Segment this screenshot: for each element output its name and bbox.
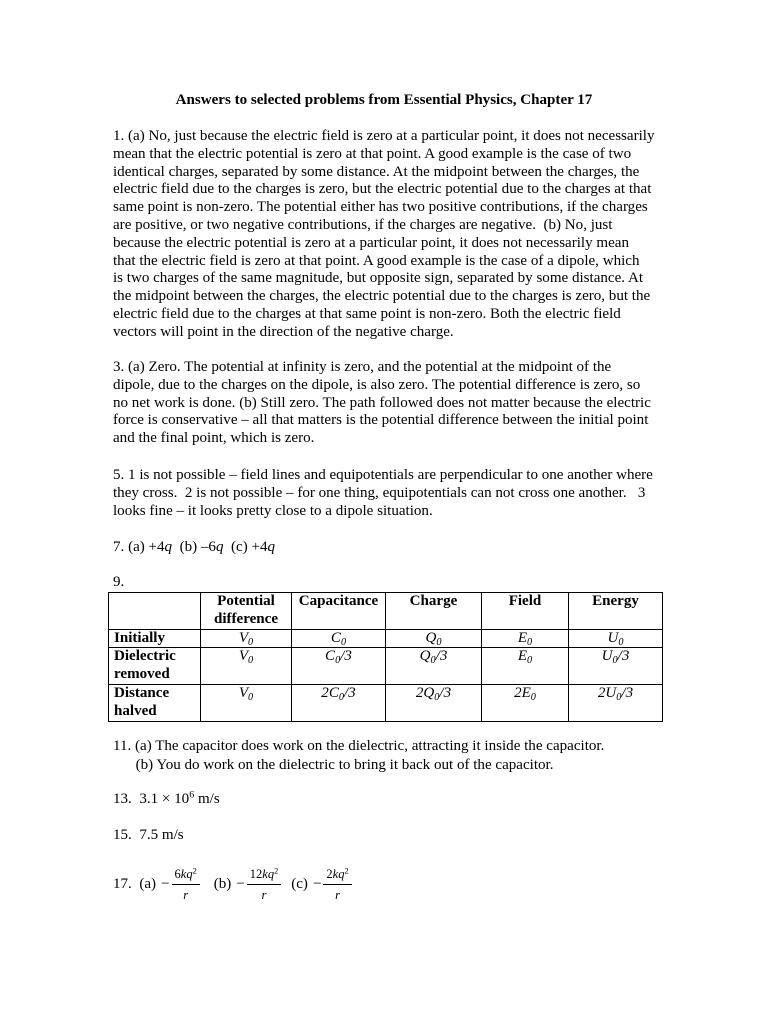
cell-initially-field xyxy=(482,629,569,648)
part-label: (a) xyxy=(139,875,157,892)
answer-line: dipole, due to the charges on the dipole, is also zero. The potential difference is zero, so xyxy=(113,376,641,393)
symbol: V xyxy=(238,629,249,646)
answer-13 xyxy=(113,791,661,809)
coefficient: 2 xyxy=(415,684,424,701)
exponent: 2 xyxy=(192,866,197,876)
fraction-suffix: /3 xyxy=(340,648,352,665)
answer-9 xyxy=(113,574,661,592)
cell-initially-charge xyxy=(386,629,482,648)
fraction-numerator xyxy=(247,867,281,885)
fraction-suffix: /3 xyxy=(435,648,448,665)
symbol: C xyxy=(325,648,336,665)
coefficient: 6 xyxy=(174,867,181,881)
cell-initially-energy xyxy=(569,629,663,648)
column-header-potential-difference: Potential difference xyxy=(201,593,292,630)
part-label: (c) xyxy=(291,875,308,892)
fraction-suffix: /3 xyxy=(439,684,452,701)
symbol: C xyxy=(328,684,339,701)
variables: kq xyxy=(180,867,193,881)
subscript: 0 xyxy=(618,636,624,648)
minus-sign: − xyxy=(312,875,322,892)
symbol: Q xyxy=(425,629,437,646)
charge-symbol: q xyxy=(267,539,276,555)
fraction xyxy=(323,867,351,902)
subscript: 0 xyxy=(527,636,533,648)
answer-11 xyxy=(113,737,661,774)
table-row-initially xyxy=(109,629,663,648)
row-label-initially: Initially xyxy=(109,629,201,648)
answer-line: no net work is done. (b) Still zero. The path followed does not matter because the electric xyxy=(113,394,651,411)
subscript: 0 xyxy=(335,655,341,667)
fraction-suffix: /3 xyxy=(343,684,356,701)
cell-distance-halved-potential xyxy=(201,684,292,721)
answer-number: 13. xyxy=(113,791,132,807)
table-corner-cell xyxy=(109,593,201,630)
cell-initially-capacitance xyxy=(292,629,386,648)
fraction-suffix: /3 xyxy=(617,648,630,665)
answer-line: electric field due to the charges at that same point is non-zero. Both the electric field xyxy=(113,305,621,322)
answer-7 xyxy=(113,539,661,557)
part-label: (c) xyxy=(231,539,248,555)
column-header-capacitance: Capacitance xyxy=(292,593,386,630)
charge-coefficient: –6 xyxy=(200,539,216,555)
cell-distance-halved-field xyxy=(482,684,569,721)
cell-dielectric-removed-potential xyxy=(201,648,292,685)
fraction-numerator xyxy=(172,867,200,885)
answer-line: 5. 1 is not possible – field lines and equipotentials are perpendicular to one another where xyxy=(113,467,653,483)
variables: kq xyxy=(332,867,345,881)
fraction-denominator: r xyxy=(183,888,189,902)
row-label-distance-halved: Distance halved xyxy=(109,684,201,721)
subscript: 0 xyxy=(436,636,442,648)
minus-sign: − xyxy=(236,875,245,892)
subscript: 0 xyxy=(248,655,254,667)
answer-line: and the final point, which is zero. xyxy=(113,430,315,447)
subscript: 0 xyxy=(248,636,254,648)
column-header-field: Field xyxy=(482,593,569,630)
minus-sign: − xyxy=(161,875,170,892)
symbol: V xyxy=(238,648,249,665)
answer-line: looks fine – it looks pretty close to a dipole situation. xyxy=(113,502,433,519)
subscript: 0 xyxy=(616,692,622,704)
answer-line: 3. (a) Zero. The potential at infinity is zero, and the potential at the midpoint of the xyxy=(113,359,612,375)
charge-coefficient: +4 xyxy=(251,539,268,555)
symbol: U xyxy=(605,684,617,701)
charge-symbol: q xyxy=(164,539,173,555)
exponent: 2 xyxy=(344,866,349,876)
answer-number: 15. xyxy=(113,827,132,843)
subscript: 0 xyxy=(338,692,344,704)
symbol: E xyxy=(517,629,528,646)
answer-17 xyxy=(113,867,352,902)
coefficient: 12 xyxy=(249,867,263,881)
capacitor-results-table xyxy=(108,592,663,722)
subscript: 0 xyxy=(530,692,536,704)
answer-line: identical charges, separated by some distance. At the midpoint between the charges, the xyxy=(113,163,640,180)
speed-value: 7.5 m/s xyxy=(139,827,184,843)
cell-initially-potential xyxy=(201,629,292,648)
table-row-dielectric-removed xyxy=(109,648,663,685)
part-label: (b) xyxy=(213,875,232,892)
column-header-energy: Energy xyxy=(569,593,663,630)
answer-number: 7. xyxy=(113,539,125,555)
subscript: 0 xyxy=(248,692,254,704)
answer-line: vectors will point in the direction of the negative charge. xyxy=(113,323,454,340)
subscript: 0 xyxy=(340,636,347,648)
subscript: 0 xyxy=(430,655,436,667)
answer-line: the midpoint between the charges, the electric potential due to the charges is zero, but the xyxy=(113,288,651,305)
answer-line: mean that the electric potential is zero at that point. A good example is the case of two xyxy=(113,145,632,162)
exponent: 2 xyxy=(274,866,279,876)
answer-line: because the electric potential is zero at a particular point, it does not necessarily mean xyxy=(113,234,629,251)
symbol: U xyxy=(607,629,619,646)
answer-line: 1. (a) No, just because the electric field is zero at a particular point, it does not necessarily xyxy=(113,128,655,144)
coefficient: 2 xyxy=(514,684,522,701)
coefficient: 2 xyxy=(326,867,333,881)
answer-line: that the electric field is zero at that point. A good example is the case of a dipole, which xyxy=(113,252,640,269)
fraction-denominator: r xyxy=(335,888,340,902)
fraction-numerator xyxy=(323,867,351,885)
fraction xyxy=(172,867,200,902)
answer-3 xyxy=(113,359,661,448)
variables: kq xyxy=(262,867,275,881)
answer-line: are positive, or two negative contributions, if the charges are negative. (b) No, just xyxy=(113,216,613,233)
subscript: 0 xyxy=(527,655,533,667)
answer-line: they cross. 2 is not possible – for one thing, equipotentials can not cross one another. 3 xyxy=(113,484,646,501)
document-title: Answers to selected problems from Essential Physics, Chapter 17 xyxy=(175,92,593,108)
fraction xyxy=(247,867,281,902)
speed-exponent: 6 xyxy=(189,789,195,801)
answer-line: is two charges of the same magnitude, but opposite sign, separated by some distance. At xyxy=(113,270,644,287)
answer-line: (b) You do work on the dielectric to bring it back out of the capacitor. xyxy=(135,756,554,773)
answer-15 xyxy=(113,827,661,845)
symbol: Q xyxy=(423,684,435,701)
cell-distance-halved-charge xyxy=(386,684,482,721)
cell-dielectric-removed-charge xyxy=(386,648,482,685)
answer-number: 9. xyxy=(113,574,125,590)
answer-line: 11. (a) The capacitor does work on the dielectric, attracting it inside the capacitor. xyxy=(113,738,605,754)
cell-distance-halved-capacitance xyxy=(292,684,386,721)
symbol: U xyxy=(601,648,613,665)
symbol: Q xyxy=(419,648,431,665)
row-label-dielectric-removed: Dielectric removed xyxy=(109,648,201,685)
answer-17-part-a xyxy=(139,867,199,902)
answer-17-part-b xyxy=(214,867,281,902)
symbol: E xyxy=(521,684,531,701)
answer-line: same point is non-zero. The potential either has two positive contributions, if the charges xyxy=(113,199,648,216)
fraction-suffix: /3 xyxy=(621,684,634,701)
answer-line: force is conservative – all that matters is the potential difference between the initial point xyxy=(113,412,649,429)
table-row-distance-halved xyxy=(109,684,663,721)
cell-dielectric-removed-capacitance xyxy=(292,648,386,685)
part-label: (b) xyxy=(179,539,198,555)
speed-value xyxy=(139,791,219,809)
table-header-row xyxy=(109,593,663,630)
answer-1 xyxy=(113,128,661,342)
answer-line: electric field due to the charges is zero, but the electric potential due to the charges at that xyxy=(113,181,652,198)
speed-mantissa: 3.1 × 10 xyxy=(139,791,190,807)
symbol: E xyxy=(517,648,528,665)
symbol: C xyxy=(330,629,341,646)
cell-dielectric-removed-energy xyxy=(569,648,663,685)
speed-unit: m/s xyxy=(197,791,220,807)
symbol: V xyxy=(238,684,249,701)
answer-number: 17. xyxy=(113,875,132,892)
coefficient: 2 xyxy=(597,684,606,701)
fraction-denominator: r xyxy=(261,888,267,902)
part-label: (a) xyxy=(128,539,145,555)
subscript: 0 xyxy=(612,655,618,667)
column-header-charge: Charge xyxy=(386,593,482,630)
charge-symbol: q xyxy=(215,539,224,555)
cell-distance-halved-energy xyxy=(569,684,663,721)
answer-5 xyxy=(113,467,661,520)
subscript: 0 xyxy=(434,692,440,704)
answer-17-part-c xyxy=(291,867,351,902)
charge-coefficient: +4 xyxy=(148,539,165,555)
cell-dielectric-removed-field xyxy=(482,648,569,685)
coefficient: 2 xyxy=(321,684,329,701)
